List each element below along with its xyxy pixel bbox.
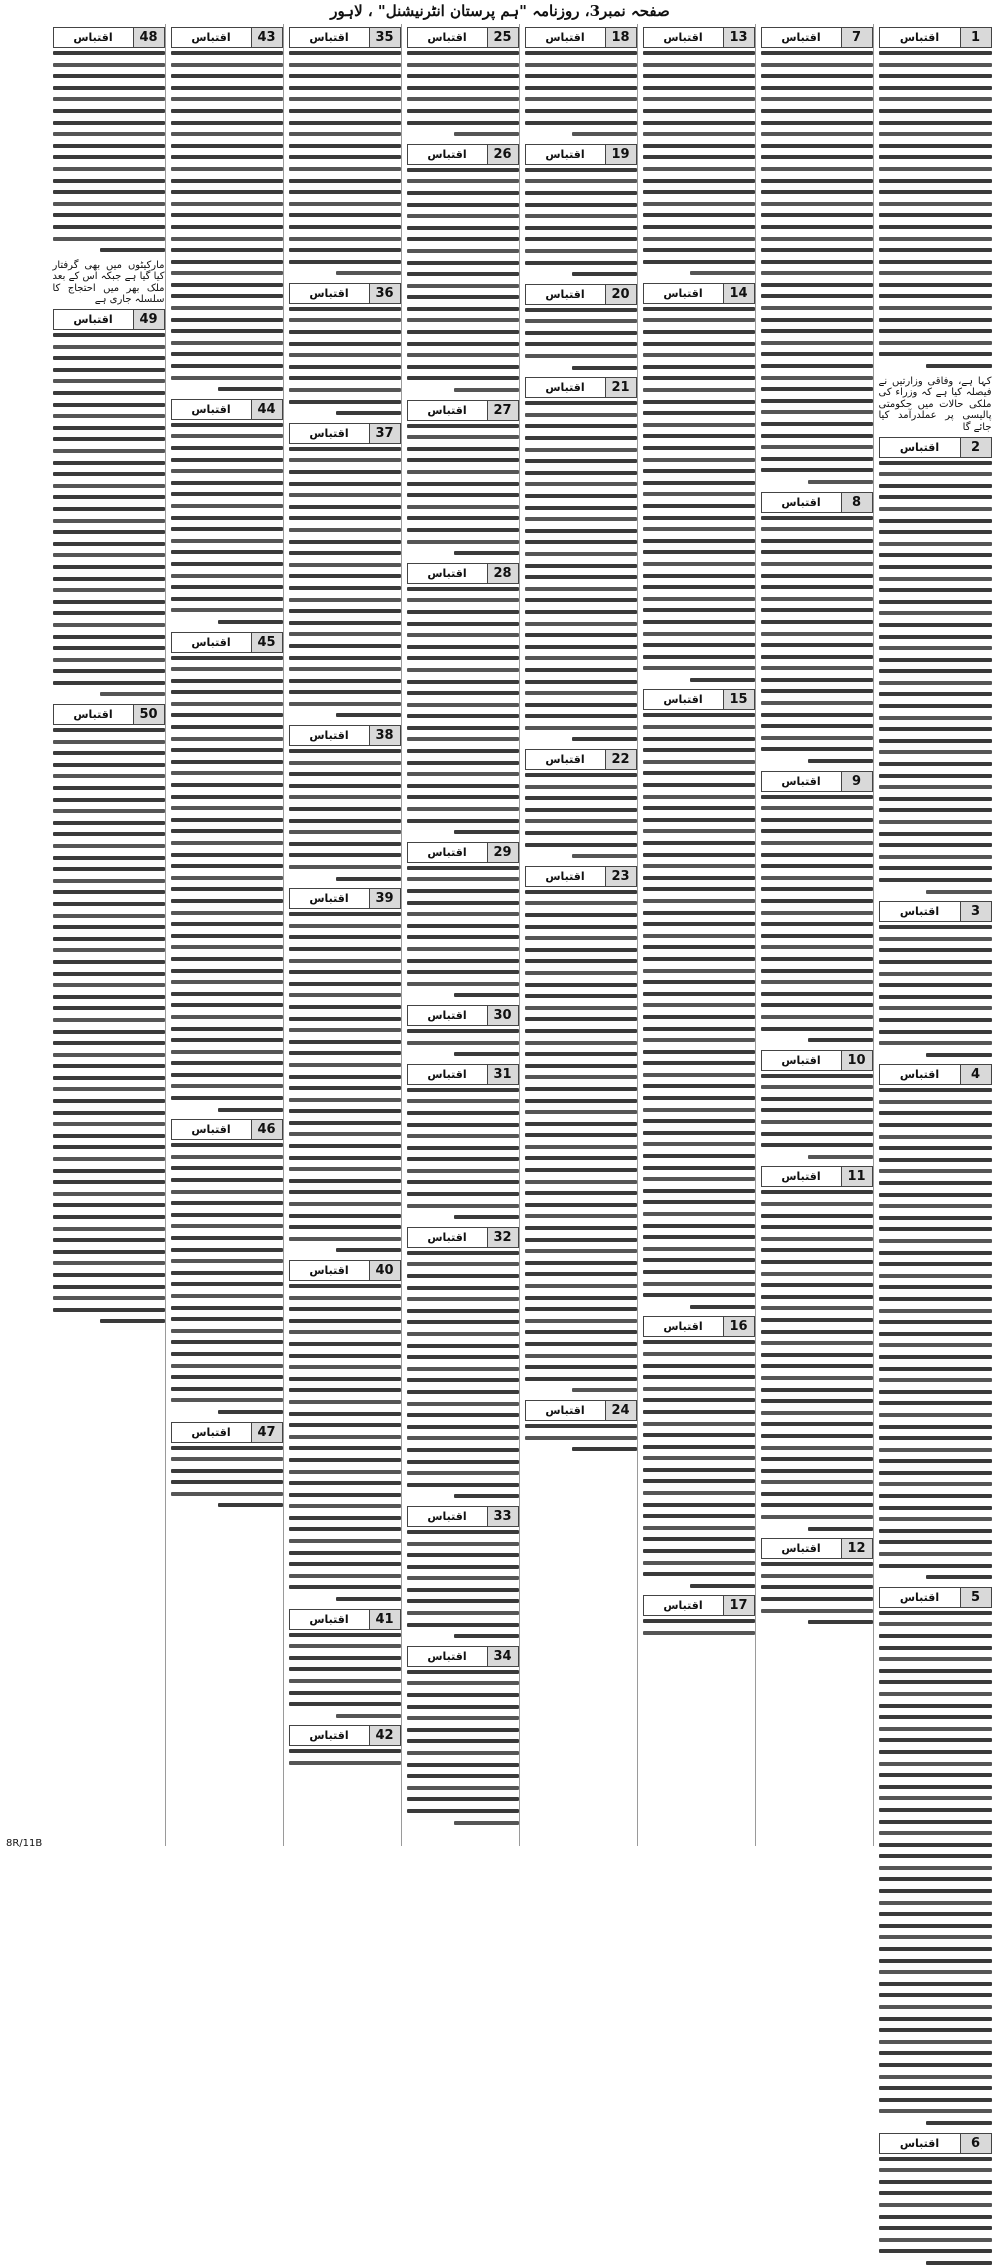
article-text: [643, 1619, 755, 1635]
item-number: 31: [487, 1065, 518, 1084]
item-number: 18: [605, 28, 636, 47]
article-text: [761, 516, 873, 763]
item-number: 44: [251, 400, 282, 419]
article-text: [407, 1670, 519, 1825]
item-number: 16: [723, 1317, 754, 1336]
item-number: 26: [487, 145, 518, 164]
item-number-badge: [525, 377, 637, 398]
news-item: [525, 866, 637, 1393]
news-item: [525, 377, 637, 741]
news-column: [407, 24, 520, 1846]
article-text: [53, 51, 165, 252]
item-number: 39: [369, 889, 400, 908]
news-item: [879, 1587, 992, 2125]
article-text: [643, 51, 755, 275]
item-number-badge: [879, 2133, 992, 2154]
article-text: [525, 890, 637, 1393]
article-text: [171, 1143, 283, 1414]
item-number-badge: [171, 399, 283, 420]
item-number-badge: [761, 27, 873, 48]
item-number-badge: [643, 689, 755, 710]
item-number: 4: [960, 1065, 991, 1084]
item-number: 9: [841, 772, 872, 791]
article-text: [407, 587, 519, 834]
news-column: [878, 24, 992, 2151]
news-item: [643, 1595, 755, 1635]
lead-text: کہا ہے، وفاقی وزارتیں نے فیصلہ کیا ہے کہ وزراء کی ملکی حالات میں حکومتی پالیسی پر عملدرآمد کیا جائے گا: [878, 375, 992, 433]
news-item: [289, 1609, 401, 1718]
article-text: [289, 307, 401, 415]
article-text: [171, 51, 283, 391]
item-label: اقتباس: [408, 1228, 487, 1247]
item-label: اقتباس: [526, 1401, 605, 1420]
article-text: [761, 1562, 873, 1624]
news-column: [289, 24, 402, 1846]
newspaper-page: [6, 24, 994, 2151]
item-number: 29: [487, 843, 518, 862]
news-item: [643, 689, 755, 1308]
item-label: اقتباس: [526, 285, 605, 304]
item-label: اقتباس: [172, 633, 251, 652]
item-number: 50: [133, 705, 164, 724]
item-number-badge: [525, 27, 637, 48]
article-text: [643, 307, 755, 682]
item-label: اقتباس: [880, 1065, 960, 1084]
item-label: اقتباس: [408, 401, 487, 420]
article-text: [879, 1088, 992, 1579]
article-text: [289, 1284, 401, 1601]
item-label: اقتباس: [880, 902, 960, 921]
item-number-badge: [289, 725, 401, 746]
item-number: 38: [369, 726, 400, 745]
item-number: 33: [487, 1507, 518, 1526]
article-text: [407, 1530, 519, 1638]
item-label: اقتباس: [644, 1596, 723, 1615]
item-number-badge: [761, 492, 873, 513]
news-item: [407, 1005, 519, 1056]
news-item: [879, 1064, 992, 1579]
item-number: 14: [723, 284, 754, 303]
news-item: [171, 27, 283, 391]
news-item: [53, 704, 165, 1323]
item-number: 11: [841, 1167, 872, 1186]
article-text: [879, 2157, 992, 2265]
item-number-badge: [761, 1166, 873, 1187]
item-label: اقتباس: [644, 690, 723, 709]
item-number: 10: [841, 1051, 872, 1070]
article-text: [407, 51, 519, 136]
article-text: [289, 447, 401, 718]
item-label: اقتباس: [762, 493, 841, 512]
item-number-badge: [407, 27, 519, 48]
masthead: صفحہ نمبر3، روزنامہ "ہم پرستان انٹرنیشنل" ، لاہور: [330, 2, 670, 20]
item-label: اقتباس: [54, 310, 133, 329]
news-item: [879, 2133, 992, 2265]
item-number: 34: [487, 1647, 518, 1666]
news-item: [53, 27, 165, 252]
item-label: اقتباس: [290, 1261, 369, 1280]
item-number: 46: [251, 1120, 282, 1139]
item-label: اقتباس: [762, 1167, 841, 1186]
item-number: 7: [841, 28, 872, 47]
item-number: 25: [487, 28, 518, 47]
news-item: [407, 1227, 519, 1498]
item-label: اقتباس: [644, 1317, 723, 1336]
article-text: [171, 656, 283, 1112]
article-text: [761, 795, 873, 1042]
article-text: [761, 1190, 873, 1530]
item-number-badge: [643, 1595, 755, 1616]
item-label: اقتباس: [526, 750, 605, 769]
article-text: [407, 866, 519, 998]
news-item: [643, 283, 755, 682]
news-item: [643, 1316, 755, 1587]
item-number-badge: [53, 309, 165, 330]
item-number: 41: [369, 1610, 400, 1629]
item-label: اقتباس: [880, 438, 960, 457]
news-item: [289, 1725, 401, 1765]
item-label: اقتباس: [172, 400, 251, 419]
article-text: [879, 925, 992, 1057]
item-label: اقتباس: [408, 843, 487, 862]
article-text: [407, 424, 519, 556]
item-label: اقتباس: [54, 28, 133, 47]
item-label: اقتباس: [644, 284, 723, 303]
item-label: اقتباس: [526, 378, 605, 397]
article-text: [171, 423, 283, 624]
item-number-badge: [289, 283, 401, 304]
item-label: اقتباس: [880, 1588, 960, 1607]
news-item: [407, 400, 519, 556]
article-text: [289, 1749, 401, 1765]
news-item: [171, 1119, 283, 1414]
item-label: اقتباس: [290, 284, 369, 303]
item-number-badge: [525, 749, 637, 770]
news-item: [407, 144, 519, 392]
item-number-badge: [643, 283, 755, 304]
item-number: 21: [605, 378, 636, 397]
item-number-badge: [407, 1506, 519, 1527]
item-label: اقتباس: [526, 28, 605, 47]
news-item: [407, 842, 519, 998]
news-item: [53, 309, 165, 696]
article-text: [53, 728, 165, 1323]
item-number-badge: [289, 1260, 401, 1281]
news-item: [525, 1400, 637, 1451]
news-item: [761, 1166, 873, 1530]
item-number-badge: [879, 437, 992, 458]
item-number-badge: [289, 423, 401, 444]
item-number-badge: [407, 1064, 519, 1085]
item-number: 1: [960, 28, 991, 47]
news-item: [525, 749, 637, 858]
item-label: اقتباس: [762, 1051, 841, 1070]
news-column: [525, 24, 638, 1846]
item-number-badge: [643, 27, 755, 48]
item-number: 32: [487, 1228, 518, 1247]
item-label: اقتباس: [290, 28, 369, 47]
item-label: اقتباس: [408, 1507, 487, 1526]
item-number: 36: [369, 284, 400, 303]
item-number-badge: [407, 1227, 519, 1248]
article-text: [407, 1029, 519, 1056]
news-item: [289, 888, 401, 1252]
item-number: 43: [251, 28, 282, 47]
item-number: 30: [487, 1006, 518, 1025]
news-item: [171, 632, 283, 1112]
article-text: [289, 51, 401, 275]
item-number-badge: [289, 1725, 401, 1746]
footer-code: 8R/11B: [6, 1838, 43, 1849]
news-item: [407, 27, 519, 136]
item-label: اقتباس: [880, 2134, 960, 2153]
item-label: اقتباس: [408, 564, 487, 583]
news-item: [289, 27, 401, 275]
item-number-badge: [171, 1119, 283, 1140]
article-text: [171, 1446, 283, 1508]
item-number: 28: [487, 564, 518, 583]
lead-text: مارکیٹوں میں بھی گرفتار کیا گیا ہے جبکہ اس کے بعد ملک بھر میں احتجاج کا سلسلہ جاری ہے: [52, 259, 165, 306]
article-text: [761, 51, 873, 484]
item-number-badge: [761, 1538, 873, 1559]
item-number: 47: [251, 1423, 282, 1442]
news-item: [761, 771, 873, 1042]
item-number-badge: [171, 1422, 283, 1443]
news-item: [879, 27, 992, 368]
item-number-badge: [407, 400, 519, 421]
item-number: 37: [369, 424, 400, 443]
item-number: 40: [369, 1261, 400, 1280]
news-column: [53, 24, 166, 1846]
item-label: اقتباس: [408, 1647, 487, 1666]
item-number: 24: [605, 1401, 636, 1420]
news-item: [289, 283, 401, 415]
item-number-badge: [407, 1005, 519, 1026]
news-item: [289, 423, 401, 718]
item-number: 20: [605, 285, 636, 304]
item-number-badge: [643, 1316, 755, 1337]
item-number-badge: [53, 704, 165, 725]
article-text: [525, 168, 637, 276]
news-item: [289, 1260, 401, 1601]
item-label: اقتباس: [408, 1006, 487, 1025]
item-label: اقتباس: [290, 424, 369, 443]
item-number-badge: [525, 284, 637, 305]
article-text: [525, 51, 637, 136]
news-item: [407, 1646, 519, 1825]
item-number-badge: [879, 1587, 992, 1608]
item-label: اقتباس: [54, 705, 133, 724]
article-text: [289, 912, 401, 1252]
item-label: اقتباس: [408, 28, 487, 47]
news-item: [761, 1538, 873, 1624]
news-item: [407, 563, 519, 834]
news-item: [879, 901, 992, 1057]
article-text: [525, 1424, 637, 1451]
item-label: اقتباس: [526, 867, 605, 886]
item-number-badge: [525, 1400, 637, 1421]
article-text: [643, 1340, 755, 1587]
item-number-badge: [171, 632, 283, 653]
news-column: [171, 24, 284, 1846]
item-number: 6: [960, 2134, 991, 2153]
item-number-badge: [289, 1609, 401, 1630]
news-item: [761, 492, 873, 763]
news-column: [643, 24, 756, 1846]
item-number: 13: [723, 28, 754, 47]
news-item: [525, 284, 637, 370]
article-text: [879, 51, 992, 368]
item-label: اقتباس: [172, 1423, 251, 1442]
item-number-badge: [407, 842, 519, 863]
news-item: [761, 27, 873, 484]
item-label: اقتباس: [290, 1726, 369, 1745]
news-item: [643, 27, 755, 275]
news-item: [407, 1506, 519, 1638]
news-column: [761, 24, 874, 1846]
news-item: [289, 725, 401, 881]
item-label: اقتباس: [880, 28, 960, 47]
item-number: 42: [369, 1726, 400, 1745]
item-number-badge: [879, 901, 992, 922]
item-number-badge: [879, 1064, 992, 1085]
item-number-badge: [53, 27, 165, 48]
item-label: اقتباس: [408, 145, 487, 164]
item-number: 17: [723, 1596, 754, 1615]
item-label: اقتباس: [526, 145, 605, 164]
item-label: اقتباس: [172, 28, 251, 47]
article-text: [407, 1251, 519, 1498]
item-label: اقتباس: [762, 28, 841, 47]
item-number: 12: [841, 1539, 872, 1558]
item-label: اقتباس: [644, 28, 723, 47]
news-item: [171, 399, 283, 624]
article-text: [525, 401, 637, 741]
item-number-badge: [407, 144, 519, 165]
article-text: [407, 168, 519, 392]
news-item: [407, 1064, 519, 1220]
item-number-badge: [761, 771, 873, 792]
item-number-badge: [289, 888, 401, 909]
article-text: [289, 1633, 401, 1718]
item-label: اقتباس: [290, 889, 369, 908]
item-number: 27: [487, 401, 518, 420]
item-number-badge: [879, 27, 992, 48]
item-number: 5: [960, 1588, 991, 1607]
article-text: [525, 773, 637, 858]
item-number: 15: [723, 690, 754, 709]
item-number: 49: [133, 310, 164, 329]
item-number: 8: [841, 493, 872, 512]
item-number-badge: [525, 144, 637, 165]
article-text: [879, 461, 992, 894]
news-item: [879, 437, 992, 894]
item-label: اقتباس: [408, 1065, 487, 1084]
article-text: [643, 713, 755, 1308]
item-number: 35: [369, 28, 400, 47]
article-text: [407, 1088, 519, 1220]
article-text: [289, 749, 401, 881]
item-number-badge: [289, 27, 401, 48]
item-number-badge: [407, 563, 519, 584]
news-item: [171, 1422, 283, 1508]
item-number-badge: [407, 1646, 519, 1667]
article-text: [879, 1611, 992, 2125]
item-number: 2: [960, 438, 991, 457]
item-number-badge: [525, 866, 637, 887]
news-item: [761, 1050, 873, 1159]
item-number: 23: [605, 867, 636, 886]
item-number-badge: [761, 1050, 873, 1071]
item-number-badge: [171, 27, 283, 48]
news-item: [525, 27, 637, 136]
item-number: 3: [960, 902, 991, 921]
item-label: اقتباس: [762, 772, 841, 791]
item-number: 48: [133, 28, 164, 47]
item-number: 19: [605, 145, 636, 164]
item-label: اقتباس: [172, 1120, 251, 1139]
item-number: 22: [605, 750, 636, 769]
article-text: [761, 1074, 873, 1159]
article-text: [525, 308, 637, 370]
item-label: اقتباس: [290, 1610, 369, 1629]
article-text: [53, 333, 165, 696]
item-number: 45: [251, 633, 282, 652]
item-label: اقتباس: [290, 726, 369, 745]
item-label: اقتباس: [762, 1539, 841, 1558]
news-item: [525, 144, 637, 276]
